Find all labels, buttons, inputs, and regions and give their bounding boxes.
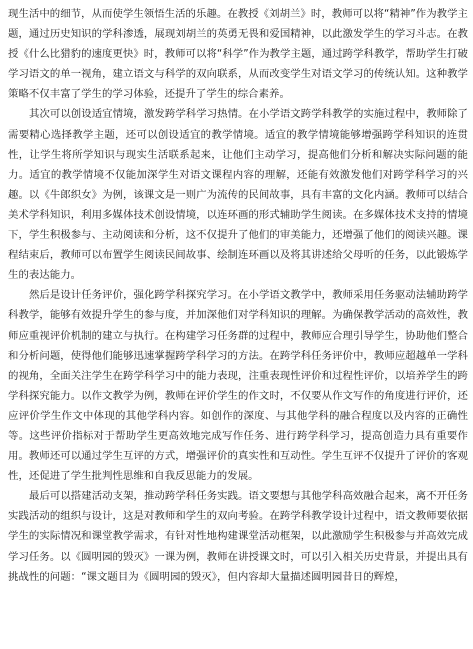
paragraph-situational-context: 其次可以创设适宜情境，激发跨学科学习热情。在小学语文跨学科教学的实施过程中，教师除了需要精心选择教学主题，还可以创设适宜的教学情境。适宜的教学情境能够增强跨学科知识的连贯性，让学生将所学知识与现实生活联系起来，让他们主动学习，提高他们分析和解决实际问题的能力。适宜的教学情境不仅能加深学生对语文课程内容的理解，还能有效激发他们对跨学科学习的兴趣。以《牛郎织女》为例，该课文是一则广为流传的民间故事，具有丰富的文化内涵。教师可以结合美术学科知识，利用多媒体技术创设情境，以连环画的形式辅助学生阅读。在多媒体技术支持的情境下，学生积极参与、主动阅读和分析，这不仅提升了他们的审美能力，还增强了他们的阅读兴趣。课程结束后，教师可以布置学生阅读民间故事、绘制连环画以及将其讲述给父母听的任务，以此锻炼学生的表达能力。 — [8, 108, 468, 282]
paragraph-activity-scaffold: 最后可以搭建活动支架，推动跨学科任务实践。语文要想与其他学科高效融合起来，离不开任务实践活动的组织与设计，这是对教师和学生的双向考验。在跨学科教学设计过程中，语文教师要依据学生的实际情况和课堂教学需求，有针对性地构建课堂活动框架，以此激励学生积极参与并高效完成学习任务。以《圆明园的毁灭》一课为例，教师在讲授课文时，可以引入相关历史背景，并提出具有挑战性的问题：“课文题目为《圆明园的毁灭》，但内容却大量描述圆明园昔日的辉煌， — [8, 490, 468, 583]
paragraph-task-evaluation: 然后是设计任务评价，强化跨学科探究学习。在小学语文教学中，教师采用任务驱动法辅助跨学科教学，能够有效提升学生的参与度，并加深他们对学科知识的理解。为确保教学活动的高效性，教师应重视评价机制的建立与执行。在构建学习任务群的过程中，教师应合理引导学生，协助他们整合和分析问题，使得他们能够迅速掌握跨学科学习的方法。在跨学科任务评价中，教师应超越单一学科的视角，全面关注学生在跨学科学习中的能力表现，注重表现性评价和过程性评价，以培养学生的跨学科探究能力。以作文教学为例，教师在评价学生的作文时，不仅要从作文写作的角度进行评价，还应评价学生作文中体现的其他学科内容。如创作的深度、与其他学科的融合程度以及内容的正确性等。这些评价指标对于帮助学生更高效地完成写作任务、进行跨学科学习，提高创造力具有重要作用。教师还可以通过学生互评的方式，增强评价的真实性和互动性。学生互评不仅提升了评价的客观性，还促进了学生批判性思维和自我反思能力的发展。 — [8, 289, 468, 483]
paragraph-continuation: 现生活中的细节，从而使学生领悟生活的乐趣。在教授《刘胡兰》时，教师可以将“精神”作为教学主题，通过历史知识的学科渗透，展现刘胡兰的英勇无畏和爱国精神，以此激发学生的学习斗志。在教授《什么比猎豹的速度更快》时，教师可以将“科学”作为教学主题，通过跨学科教学，帮助学生打破学习语文的单一视角，建立语文与科学的双向联系，从而改变学生对语文学习的传统认知。这种教学策略不仅丰富了学生的学习体验，还提升了学生的综合素养。 — [8, 8, 468, 101]
